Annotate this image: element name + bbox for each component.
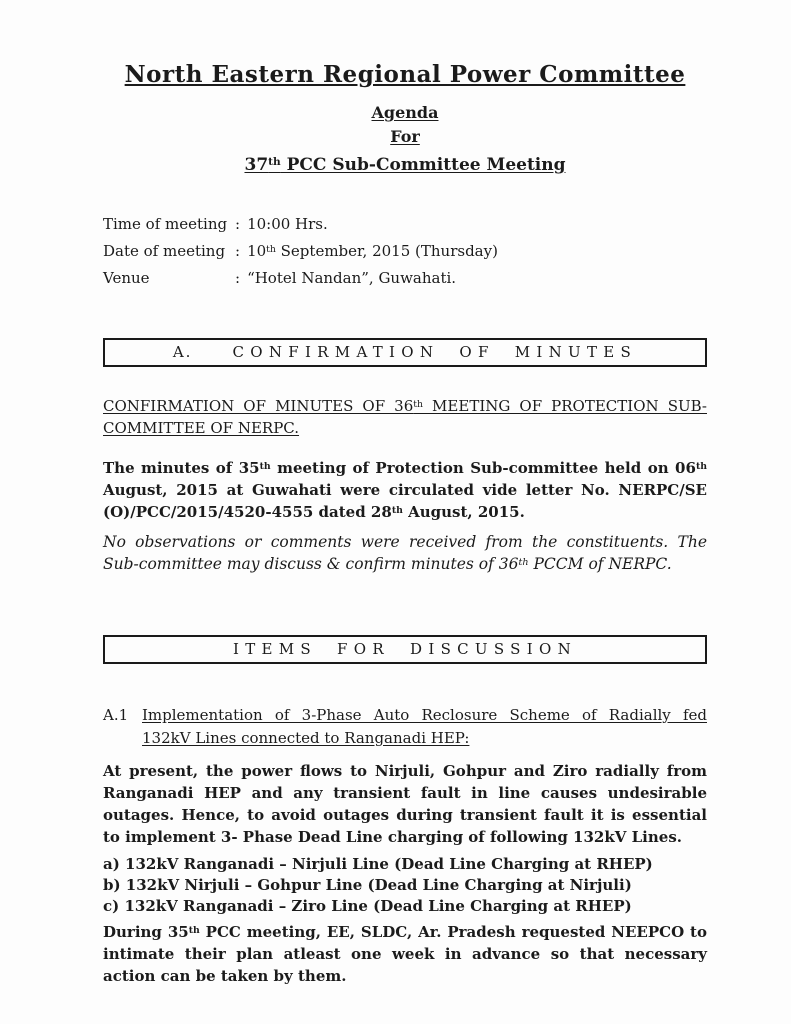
meeting-info-colon: : <box>235 242 241 260</box>
list-item-a: a) 132kV Ranganadi – Nirjuli Line (Dead Line Charging at RHEP) <box>103 855 653 873</box>
meeting-info-colon: : <box>235 269 241 287</box>
meeting-time-value: 10:00 Hrs. <box>247 215 328 233</box>
observations-paragraph: No observations or comments were received from the constituents. The Sub-committee may discuss & confirm minutes of 36th PCCM of NERPC. <box>103 533 707 573</box>
confirmation-heading-line2: COMMITTEE OF NERPC. <box>103 419 300 437</box>
during-pcc-meeting-paragraph: During 35th PCC meeting, EE, SLDC, Ar. Pradesh requested NEEPCO to intimate their plan atleast one week in advance so that necessary action can be taken by them. <box>103 923 707 985</box>
meeting-info-row-venue <box>103 265 707 292</box>
items-for-discussion-box <box>103 635 707 664</box>
subtitle-agenda: Agenda <box>371 103 439 122</box>
confirmation-heading-line1: CONFIRMATION OF MINUTES OF 36th MEETING OF PROTECTION SUB- <box>103 397 707 415</box>
present-power-flows-paragraph: At present, the power flows to Nirjuli, Gohpur and Ziro radially from Ranganadi HEP and any transient fault in line causes undesirable outages. Hence, to avoid outages during transient fault it is essential to implement 3- Phase Dead Line charging of following 132kV Lines. <box>103 762 707 846</box>
minutes-circulated-paragraph: The minutes of 35th meeting of Protection Sub-committee held on 06th August, 2015 at Guwahati were circulated vide letter No. NERPC/SE (O)/PCC/2015/4520-4555 dated 28th August, 2015. <box>103 459 707 521</box>
section-a-label: A. <box>172 343 193 361</box>
confirmation-heading <box>103 395 707 439</box>
item-a1-heading <box>142 704 707 750</box>
title-block <box>103 60 707 177</box>
list-item-c: c) 132kV Ranganadi – Ziro Line (Dead Line Charging at RHEP) <box>103 897 632 915</box>
item-a1-heading-line2: 132kV Lines connected to Ranganadi HEP: <box>142 729 470 747</box>
meeting-info-row-date <box>103 238 707 265</box>
item-a1-number: A.1 <box>103 706 129 724</box>
meeting-date-value: 10th September, 2015 (Thursday) <box>247 242 498 260</box>
meeting-time-label: Time of meeting <box>103 215 228 233</box>
meeting-date-label: Date of meeting <box>103 242 226 260</box>
meeting-info <box>103 211 707 292</box>
meeting-info-colon: : <box>235 215 241 233</box>
items-for-discussion-title: ITEMS FOR DISCUSSION <box>232 640 578 658</box>
section-a-header-box <box>103 338 707 367</box>
meeting-info-row-time <box>103 211 707 238</box>
page-title: North Eastern Regional Power Committee <box>124 61 686 88</box>
meeting-venue-label: Venue <box>103 269 150 287</box>
dead-line-charging-list <box>103 854 707 917</box>
list-item-b: b) 132kV Nirjuli – Gohpur Line (Dead Line Charging at Nirjuli) <box>103 876 632 894</box>
subtitle-for: For <box>390 127 420 146</box>
meeting-venue-value: “Hotel Nandan”, Guwahati. <box>247 269 457 287</box>
subtitle-meeting-name: 37th PCC Sub-Committee Meeting <box>244 155 566 175</box>
item-a1-heading-line1: Implementation of 3-Phase Auto Reclosure Scheme of Radially fed <box>142 706 707 724</box>
section-a-title: CONFIRMATION OF MINUTES <box>232 343 638 361</box>
item-a1 <box>103 704 707 750</box>
